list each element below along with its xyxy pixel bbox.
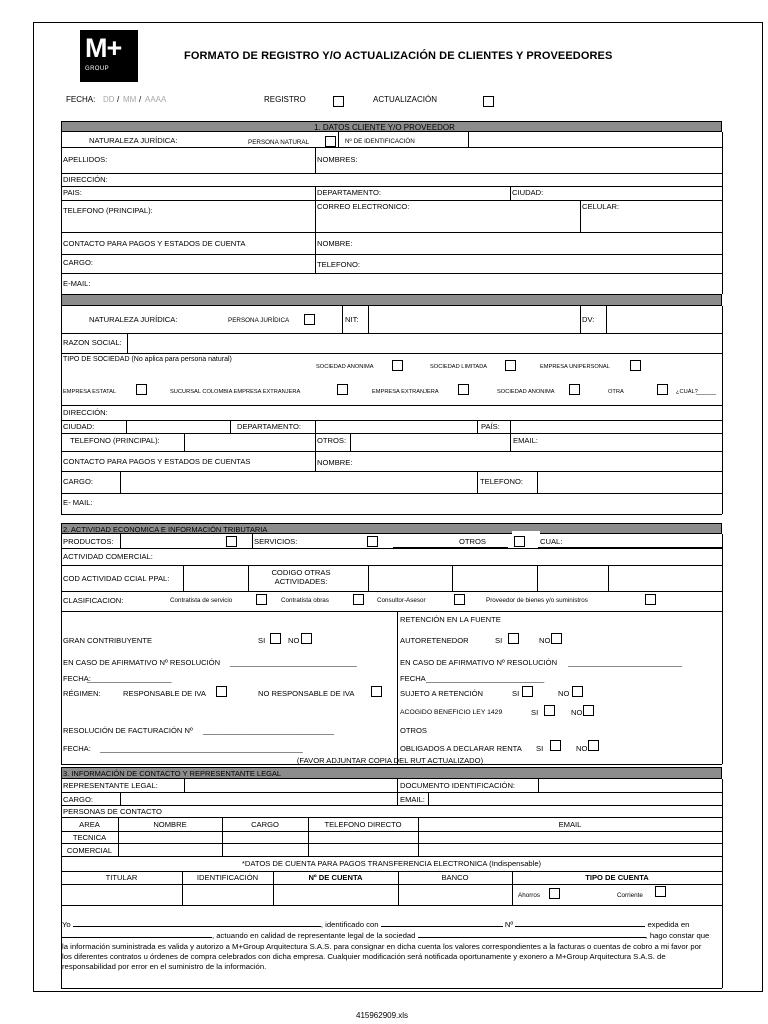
ley-1429-no-label: NO bbox=[571, 708, 583, 717]
ley-1429-no-checkbox[interactable] bbox=[583, 705, 594, 716]
col-identificacion-header: IDENTIFICACIÓN bbox=[196, 873, 259, 882]
grid-line bbox=[397, 779, 398, 805]
grid-line bbox=[61, 420, 722, 421]
fecha-line-s2-right: ____________________________ bbox=[426, 674, 545, 683]
sociedad-anonima-2-label: SOCIEDAD ANONIMA bbox=[497, 389, 555, 395]
cual-label: ¿CUÁL? bbox=[676, 389, 698, 395]
empresa-extranjera-checkbox[interactable] bbox=[458, 384, 469, 395]
grid-line bbox=[61, 817, 722, 818]
ley-1429-label: ACOGIDO BENEFICIO LEY 1429 bbox=[400, 709, 503, 716]
grid-line bbox=[61, 333, 722, 334]
sociedad-limitada-label: SOCIEDAD LIMITADA bbox=[430, 364, 488, 370]
contratista-servicio-label: Contratista de servicio bbox=[170, 597, 233, 604]
grid-line bbox=[606, 306, 607, 333]
tipo-sociedad-label: TIPO DE SOCIEDAD (No aplica para persona natural) bbox=[63, 356, 232, 363]
section-1-title: 1. DATOS CLIENTE Y/O PROVEEDOR bbox=[314, 123, 455, 132]
section-3-title: 3. INFORMACIÓN DE CONTACTO Y REPRESENTANTE LEGAL bbox=[63, 769, 282, 778]
grid-line bbox=[61, 493, 722, 494]
grid-line bbox=[61, 831, 722, 832]
empresa-unipersonal-checkbox[interactable] bbox=[630, 360, 641, 371]
servicios-label: SERVICIOS: bbox=[254, 537, 298, 546]
col-tipo-cuenta-header: TIPO DE CUENTA bbox=[585, 873, 649, 882]
sucursal-extranjera-label: SUCURSAL COLOMBIA EMPRESA EXTRANJERA bbox=[170, 389, 301, 395]
persona-juridica-label: PERSONA JURÍDICA bbox=[228, 317, 290, 324]
afirmativo-resolucion-label-2: EN CASO DE AFIRMATIVO Nº RESOLUCIÓN bbox=[400, 658, 558, 667]
documento-identificacion-label: DOCUMENTO IDENTIFICACIÓN: bbox=[400, 781, 516, 790]
declarar-renta-si-label: SI bbox=[536, 744, 544, 753]
grid-line bbox=[315, 186, 316, 232]
actualizacion-label: ACTUALIZACIÓN bbox=[373, 95, 438, 104]
dv-label: DV: bbox=[582, 315, 595, 324]
grid-line bbox=[120, 534, 121, 548]
no-responsable-iva-checkbox[interactable] bbox=[371, 686, 382, 697]
registro-label: REGISTRO bbox=[264, 95, 306, 104]
corriente-checkbox[interactable] bbox=[655, 886, 666, 897]
rut-note: (FAVOR ADJUNTAR COPIA DEL RUT ACTUALIZADO) bbox=[296, 756, 484, 765]
grid-line bbox=[61, 433, 722, 434]
otros-checkbox-s2[interactable] bbox=[514, 536, 525, 547]
sujeto-retencion-label: SUJETO A RETENCIÓN bbox=[400, 689, 483, 698]
direccion-label-2: DIRECCIÓN: bbox=[63, 408, 108, 417]
ciudad-label-2: CIUDAD: bbox=[63, 422, 95, 431]
consultor-asesor-label: Consultor-Asesor bbox=[377, 597, 426, 604]
section-1-header bbox=[61, 121, 722, 132]
nombres-label: NOMBRES: bbox=[317, 155, 358, 164]
sociedad-fill-line[interactable] bbox=[418, 930, 646, 938]
grid-line bbox=[477, 420, 478, 433]
fecha-label-s2-right: FECHA bbox=[400, 674, 426, 683]
grid-line bbox=[61, 200, 722, 201]
fecha-aaaa-placeholder[interactable]: AAAA bbox=[145, 95, 167, 104]
fecha-label-s2: FECHA: bbox=[63, 674, 91, 683]
grid-line bbox=[510, 420, 511, 451]
empresa-unipersonal-label: EMPRESA UNIPERSONAL bbox=[540, 364, 610, 370]
resolucion-facturacion-label: RESOLUCIÓN DE FACTURACIÓN Nº bbox=[63, 726, 193, 735]
actualizacion-checkbox[interactable] bbox=[483, 96, 494, 107]
fecha-sep-1: / bbox=[117, 95, 120, 104]
naturaleza-juridica-label: NATURALEZA JURÍDICA: bbox=[89, 136, 178, 145]
grid-line bbox=[61, 792, 722, 793]
grid-line bbox=[61, 856, 722, 857]
cual-line: ______ bbox=[696, 389, 717, 395]
ley-1429-si-label: SI bbox=[531, 708, 539, 717]
pais-label-2: PAÍS: bbox=[481, 422, 500, 431]
grid-line bbox=[315, 147, 316, 173]
declarar-renta-no-checkbox[interactable] bbox=[588, 740, 599, 751]
direccion-label: DIRECCIÓN: bbox=[63, 175, 108, 184]
persona-natural-label: PERSONA NATURAL bbox=[248, 139, 310, 146]
col-area-header: AREA bbox=[79, 820, 100, 829]
cual-label-s2: CUAL: bbox=[540, 537, 563, 546]
sociedad-limitada-checkbox[interactable] bbox=[505, 360, 516, 371]
corriente-label: Corriente bbox=[617, 892, 643, 899]
section-separator bbox=[61, 294, 722, 306]
expedida-fill-line[interactable] bbox=[62, 930, 212, 938]
decl-part-5: , actuando en calidad de representante legal de la sociedad bbox=[212, 931, 416, 941]
grid-line bbox=[315, 451, 316, 471]
celular-label: CELULAR: bbox=[582, 202, 620, 211]
departamento-label-2: DEPARTAMENTO: bbox=[237, 422, 301, 431]
section-2-header bbox=[61, 523, 722, 534]
contacto-telefono-label: TELEFONO: bbox=[317, 260, 361, 269]
grid-line bbox=[252, 534, 253, 548]
telefono-principal-label-2: TELEFONO (PRINCIPAL): bbox=[70, 436, 160, 445]
section-2-title: 2. ACTIVIDAD ECONOMICA E INFORMACIÓN TRIBUTARIA bbox=[63, 525, 268, 534]
grid-line bbox=[127, 333, 128, 353]
col-telefono-header: TELEFONO DIRECTO bbox=[324, 820, 402, 829]
row-comercial-label: COMERCIAL bbox=[66, 846, 113, 855]
contratista-obras-label: Contratista obras bbox=[281, 597, 329, 604]
grid-line bbox=[580, 306, 581, 333]
autoretenedor-no-checkbox[interactable] bbox=[551, 633, 562, 644]
ley-1429-si-checkbox[interactable] bbox=[544, 705, 555, 716]
grid-line bbox=[61, 405, 722, 406]
contratista-servicio-checkbox[interactable] bbox=[256, 594, 267, 605]
grid-line bbox=[183, 565, 184, 591]
decl-part-1: Yo bbox=[62, 920, 71, 929]
brand-logo bbox=[80, 30, 138, 82]
grid-line bbox=[126, 420, 127, 433]
grid-line bbox=[368, 565, 369, 591]
grid-line bbox=[61, 871, 722, 872]
declarar-renta-si-checkbox[interactable] bbox=[550, 740, 561, 751]
grid-line bbox=[184, 433, 185, 451]
gran-contribuyente-si-checkbox[interactable] bbox=[270, 633, 281, 644]
section-3-header bbox=[61, 767, 722, 779]
fecha-sep-2: / bbox=[139, 95, 142, 104]
empresa-extranjera-label: EMPRESA EXTRANJERA bbox=[372, 389, 439, 395]
correo-electronico-label: CORREO ELECTRONICO: bbox=[317, 202, 410, 211]
contacto-nombre-label: NOMBRE: bbox=[317, 239, 353, 248]
email-label-s3: EMAIL: bbox=[400, 795, 425, 804]
grid-line bbox=[315, 232, 316, 273]
grid-line bbox=[722, 779, 723, 905]
naturaleza-juridica-label-2: NATURALEZA JURÍDICA: bbox=[89, 315, 178, 324]
grid-line bbox=[61, 988, 722, 989]
productos-label: PRODUCTOS: bbox=[63, 537, 114, 546]
clasificacion-label: CLASIFICACION: bbox=[63, 596, 124, 605]
gran-contribuyente-no-label: NO bbox=[288, 636, 300, 645]
cod-actividad-ppal-label: COD ACTIVIDAD CCIAL PPAL: bbox=[63, 574, 170, 583]
grid-line bbox=[338, 132, 339, 147]
fecha-mm-placeholder[interactable]: MM bbox=[123, 95, 137, 104]
afirmativo-resolucion-label: EN CASO DE AFIRMATIVO Nº RESOLUCIÓN bbox=[63, 658, 221, 667]
col-nro-cuenta-header: Nº DE CUENTA bbox=[308, 873, 363, 882]
otros-label-s2: OTROS bbox=[459, 537, 487, 546]
email-label-2: EMAIL: bbox=[513, 436, 538, 445]
contacto-email-label-2: E- MAIL: bbox=[63, 498, 93, 507]
numero-fill-line[interactable] bbox=[515, 919, 645, 927]
grid-line bbox=[61, 147, 722, 148]
sujeto-retencion-si-label: SI bbox=[512, 689, 520, 698]
contacto-telefono-label-2: TELEFONO: bbox=[480, 477, 524, 486]
contacto-nombre-label-2: NOMBRE: bbox=[317, 458, 353, 467]
grid-line bbox=[61, 254, 722, 255]
retencion-fuente-label: RETENCIÓN EN LA FUENTE bbox=[400, 615, 501, 624]
decl-part-2: , identificado con bbox=[320, 920, 379, 929]
grid-line bbox=[468, 132, 469, 147]
nombre-fill-line[interactable] bbox=[73, 919, 321, 927]
grid-line bbox=[722, 534, 723, 764]
sujeto-retencion-no-checkbox[interactable] bbox=[572, 686, 583, 697]
sujeto-retencion-no-label: NO bbox=[558, 689, 570, 698]
col-nombre-header: NOMBRE bbox=[153, 820, 187, 829]
grid-line bbox=[368, 306, 369, 333]
grid-line bbox=[608, 565, 609, 591]
autoretenedor-si-checkbox[interactable] bbox=[508, 633, 519, 644]
grid-line bbox=[61, 186, 722, 187]
sociedad-anonima-label: SOCIEDAD ANONIMA bbox=[316, 364, 374, 370]
otra-label: OTRA bbox=[608, 389, 624, 395]
ahorros-label: Ahorros bbox=[518, 892, 541, 899]
row-tecnica-label: TECNICA bbox=[72, 833, 107, 842]
autoretenedor-no-label: NO bbox=[539, 636, 551, 645]
contacto-email-label: E-MAIL: bbox=[63, 279, 91, 288]
gran-contribuyente-si-label: SI bbox=[258, 636, 266, 645]
grid-line bbox=[722, 132, 723, 294]
apellidos-label: APELLIDOS: bbox=[63, 155, 108, 164]
grid-line bbox=[61, 132, 62, 294]
pais-label: PAIS: bbox=[63, 188, 82, 197]
sucursal-extranjera-checkbox[interactable] bbox=[337, 384, 348, 395]
decl-part-3: Nº bbox=[504, 920, 514, 929]
autoretenedor-label: AUTORETENEDOR bbox=[400, 636, 469, 645]
regimen-label: RÉGIMEN: bbox=[63, 689, 101, 698]
grid-line bbox=[342, 306, 343, 333]
afirmativo-resolucion-line-2: ___________________________ bbox=[568, 658, 683, 667]
grid-line bbox=[61, 232, 722, 233]
fecha-line-s2-bottom: ________________________________________________ bbox=[100, 744, 303, 753]
grid-line bbox=[61, 843, 722, 844]
grid-line bbox=[61, 905, 722, 906]
razon-social-label: RAZON SOCIAL: bbox=[63, 338, 122, 347]
logo-sub-text: GROUP bbox=[85, 66, 110, 72]
productos-checkbox[interactable] bbox=[226, 536, 237, 547]
grid-line bbox=[538, 779, 539, 792]
codigo-otras-actividades-label: CODIGO OTRAS ACTIVIDADES: bbox=[271, 568, 331, 586]
grid-line bbox=[452, 565, 453, 591]
logo-main-text: M+ bbox=[85, 33, 122, 63]
otros-label: OTROS: bbox=[317, 436, 347, 445]
grid-line bbox=[61, 548, 722, 549]
registro-checkbox[interactable] bbox=[333, 96, 344, 107]
sociedad-anonima-2-checkbox[interactable] bbox=[569, 384, 580, 395]
consultor-asesor-checkbox[interactable] bbox=[454, 594, 465, 605]
decl-part-4: expedida en bbox=[647, 920, 690, 929]
fecha-label: FECHA: bbox=[66, 95, 96, 104]
grid-line bbox=[61, 565, 722, 566]
persona-juridica-checkbox[interactable] bbox=[304, 314, 315, 325]
contratista-obras-checkbox[interactable] bbox=[353, 594, 364, 605]
grid-line bbox=[537, 471, 538, 493]
form-border bbox=[33, 22, 763, 992]
empresa-estatal-label: EMPRESA ESTATAL bbox=[63, 389, 117, 395]
empresa-estatal-checkbox[interactable] bbox=[136, 384, 147, 395]
grid-line bbox=[230, 420, 231, 433]
otra-checkbox[interactable] bbox=[657, 384, 668, 395]
contacto-pagos-label: CONTACTO PARA PAGOS Y ESTADOS DE CUENTA bbox=[63, 239, 246, 248]
col-cargo-header: CARGO bbox=[251, 820, 279, 829]
grid-line bbox=[61, 306, 62, 514]
grid-line bbox=[428, 792, 429, 805]
contacto-pagos-label-2: CONTACTO PARA PAGOS Y ESTADOS DE CUENTAS bbox=[63, 457, 251, 466]
actividad-comercial-label: ACTIVIDAD COMERCIAL: bbox=[63, 552, 153, 561]
no-responsable-iva-label: NO RESPONSABLE DE IVA bbox=[258, 689, 355, 698]
fecha-line-s2: ____________________ bbox=[87, 674, 172, 683]
fecha-label-s2-bottom: FECHA: bbox=[63, 744, 91, 753]
bank-section-title: *DATOS DE CUENTA PARA PAGOS TRANSFERENCIA ELECTRONICA (Indispensable) bbox=[241, 859, 542, 868]
obligados-declarar-renta-label: OBLIGADOS A DECLARAR RENTA bbox=[400, 744, 522, 753]
sociedad-anonima-checkbox[interactable] bbox=[392, 360, 403, 371]
grid-line bbox=[538, 547, 722, 548]
grid-line bbox=[61, 514, 722, 515]
responsable-iva-label: RESPONSABLE DE IVA bbox=[123, 689, 206, 698]
resolucion-facturacion-line: _______________________________ bbox=[203, 726, 334, 735]
col-email-header: EMAIL bbox=[558, 820, 582, 829]
grid-line bbox=[61, 884, 722, 885]
col-banco-header: BANCO bbox=[441, 873, 469, 882]
grid-line bbox=[120, 792, 121, 805]
representante-legal-label: REPRESENTANTE LEGAL: bbox=[63, 781, 158, 790]
grid-line bbox=[61, 353, 722, 354]
grid-line bbox=[61, 273, 722, 274]
proveedor-bienes-label: Proveedor de bienes y/o suministros bbox=[486, 597, 588, 604]
cargo-label-s3: CARGO: bbox=[63, 795, 93, 804]
departamento-label: DEPARTAMENTO: bbox=[317, 188, 381, 197]
personas-contacto-label: PERSONAS DE CONTACTO bbox=[63, 807, 162, 816]
grid-line bbox=[580, 200, 581, 232]
grid-line bbox=[722, 306, 723, 514]
footer-filename: 415962909.xls bbox=[356, 1011, 409, 1020]
gran-contribuyente-no-checkbox[interactable] bbox=[301, 633, 312, 644]
grid-line bbox=[184, 779, 185, 792]
grid-line bbox=[61, 471, 722, 472]
grid-line bbox=[61, 611, 722, 612]
grid-line bbox=[477, 471, 478, 493]
grid-line bbox=[61, 805, 722, 806]
grid-line bbox=[61, 534, 62, 764]
grid-line bbox=[537, 565, 538, 591]
sujeto-retencion-si-checkbox[interactable] bbox=[522, 686, 533, 697]
telefono-principal-label: TELEFONO (PRINCIPAL): bbox=[63, 206, 153, 215]
ciudad-label: CIUDAD: bbox=[512, 188, 544, 197]
declaration-text bbox=[62, 919, 712, 972]
grid-line bbox=[61, 451, 722, 452]
decl-part-6: , hago constar que la información suministrada es valida y autorizo a M+Group Arquitectura S.A.S. para consignar en dicha cuenta los valores correspondientes a la facturas o cuentas de cobro a mi favor por los diferentes contratos u órdenes de compra celebrados con dicha empresa. Cualquier modificación será notificada oportunamente y exonero a M+Group Arquitectura S.A.S. de responsabilidad por error en el suministro de la información. bbox=[62, 931, 710, 972]
contacto-cargo-label-2: CARGO: bbox=[63, 477, 93, 486]
nit-label: NIT: bbox=[345, 315, 359, 324]
fecha-dd-placeholder[interactable]: DD bbox=[103, 95, 115, 104]
proveedor-bienes-checkbox[interactable] bbox=[645, 594, 656, 605]
col-titular-header: TITULAR bbox=[105, 873, 138, 882]
grid-line bbox=[393, 547, 508, 548]
grid-line bbox=[248, 565, 249, 591]
grid-line bbox=[61, 173, 722, 174]
grid-line bbox=[120, 471, 121, 493]
grid-line bbox=[61, 591, 722, 592]
otros-label-s2-right: OTROS bbox=[400, 726, 428, 735]
nro-identificacion-label: Nº DE IDENTIFICACIÓN bbox=[345, 138, 415, 145]
responsable-iva-checkbox[interactable] bbox=[216, 686, 227, 697]
servicios-checkbox[interactable] bbox=[367, 536, 378, 547]
declarar-renta-no-label: NO bbox=[576, 744, 588, 753]
page-title: FORMATO DE REGISTRO Y/O ACTUALIZACIÓN DE CLIENTES Y PROVEEDORES bbox=[184, 50, 613, 62]
persona-natural-checkbox[interactable] bbox=[325, 136, 336, 147]
grid-line bbox=[397, 611, 398, 764]
grid-line bbox=[350, 433, 351, 451]
gran-contribuyente-label: GRAN CONTRIBUYENTE bbox=[63, 636, 153, 645]
grid-line bbox=[722, 905, 723, 988]
afirmativo-resolucion-line: ______________________________ bbox=[230, 658, 357, 667]
grid-line bbox=[315, 420, 316, 451]
contacto-cargo-label: CARGO: bbox=[63, 258, 93, 267]
grid-line bbox=[510, 186, 511, 200]
identificacion-fill-line[interactable] bbox=[381, 919, 503, 927]
autoretenedor-si-label: SI bbox=[495, 636, 503, 645]
ahorros-checkbox[interactable] bbox=[549, 888, 560, 899]
